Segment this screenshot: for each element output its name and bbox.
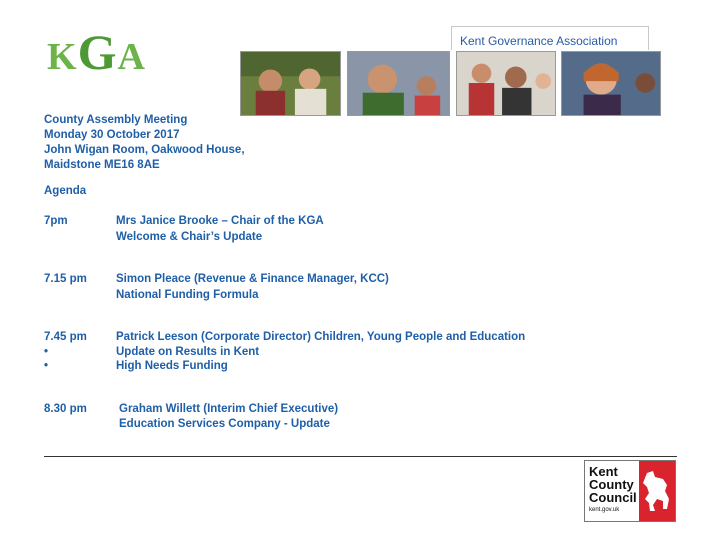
- meeting-date: Monday 30 October 2017: [44, 129, 180, 141]
- agenda-time: 7.15 pm: [44, 273, 87, 285]
- kcc-url: kent.gov.uk: [589, 507, 620, 513]
- meeting-details: [44, 113, 245, 173]
- logo-letter-g: G: [77, 24, 117, 80]
- agenda-topic: Education Services Company - Update: [119, 418, 330, 430]
- header-photo-3: [456, 51, 556, 116]
- agenda-time: 7.45 pm: [44, 331, 87, 343]
- meeting-venue-line-2: Maidstone ME16 8AE: [44, 159, 160, 171]
- agenda-topic: Welcome & Chair’s Update: [116, 231, 263, 243]
- agenda-time: 7pm: [44, 215, 68, 227]
- organization-name: Kent Governance Association: [451, 26, 649, 50]
- kga-logo: [47, 24, 177, 80]
- agenda-heading: Agenda: [44, 185, 87, 197]
- meeting-title: County Assembly Meeting: [44, 114, 188, 126]
- agenda-speaker: Mrs Janice Brooke – Chair of the KGA: [116, 215, 324, 227]
- footer-divider: [44, 456, 677, 457]
- header-photo-4: [561, 51, 661, 116]
- kcc-line-3: Council: [589, 490, 637, 505]
- bullet-marker: •: [44, 346, 49, 358]
- agenda-topic: National Funding Formula: [116, 289, 259, 301]
- kcc-line-2: County: [589, 477, 634, 492]
- meeting-venue-line-1: John Wigan Room, Oakwood House,: [44, 144, 245, 156]
- header-photo-2: [347, 51, 450, 116]
- agenda-time: 8.30 pm: [44, 403, 87, 415]
- agenda-bullet: Update on Results in Kent: [116, 346, 260, 358]
- bullet-marker: •: [44, 360, 49, 372]
- agenda-bullet: High Needs Funding: [116, 360, 228, 372]
- logo-letter-a: A: [117, 36, 145, 78]
- white-horse-icon: [639, 461, 675, 521]
- kcc-line-1: Kent: [589, 464, 618, 479]
- kent-county-council-logo: [584, 460, 676, 522]
- agenda-speaker: Graham Willett (Interim Chief Executive): [119, 403, 339, 415]
- agenda-speaker: Patrick Leeson (Corporate Director) Children, Young People and Education: [116, 331, 526, 343]
- header-photo-1: [240, 51, 341, 116]
- agenda-speaker: Simon Pleace (Revenue & Finance Manager, KCC): [116, 273, 389, 285]
- logo-letter-k: K: [47, 36, 77, 78]
